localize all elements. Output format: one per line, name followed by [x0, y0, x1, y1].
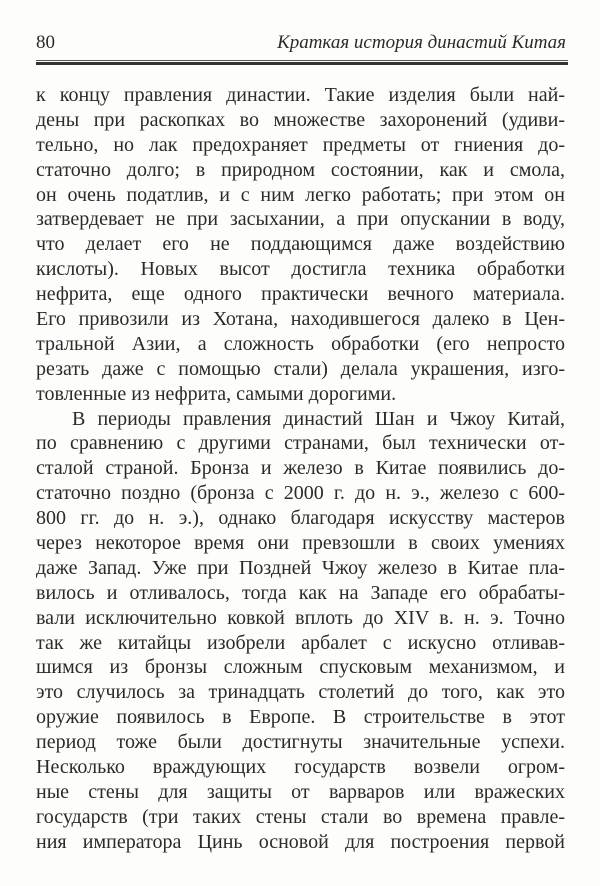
text-line: В периоды правления династий Шан и Чжоу Китай, — [72, 407, 565, 430]
header-rule-thick — [36, 62, 568, 65]
text-line: даже Запад. Уже при Поздней Чжоу железо в Китае пла- — [36, 556, 565, 579]
text-line: 800 гг. до н. э.), однако благодаря искусству мастеров — [36, 507, 565, 530]
text-line: вилось и отливалось, тогда как на Западе его обрабаты- — [36, 581, 565, 604]
text-line: вали исключительно ковкой вплоть до XIV в. н. э. Точно — [36, 606, 565, 629]
text-line: ния императора Цинь основой для построения первой — [36, 830, 565, 853]
text-line: он очень податлив, и с ним легко работать; при этом он — [36, 183, 565, 206]
running-title: Краткая история династий Китая — [277, 32, 566, 53]
text-line: резать даже с помощью стали) делала украшения, изго- — [36, 357, 565, 380]
text-line: Его привозили из Хотана, находившегося далеко в Цен- — [36, 308, 565, 331]
text-line: нефрита, еще одного практически вечного материала. — [36, 283, 565, 306]
text-line: через некоторое время они превзошли в своих умениях — [36, 532, 565, 555]
text-line: статочно долго; в природном состоянии, как и смола, — [36, 158, 565, 181]
text-line: шимся из бронзы сложным спусковым механизмом, и — [36, 656, 565, 679]
text-line: затвердевает не при засыхании, а при опускании в воду, — [36, 208, 565, 231]
page-number: 80 — [36, 32, 55, 53]
text-line: ные стены для защиты от варваров или вражеских — [36, 780, 565, 803]
text-line: тральной Азии, а сложность обработки (его непросто — [36, 332, 565, 355]
text-line: по сравнению с другими странами, был технически от- — [36, 432, 565, 455]
text-line: что делает его не поддающимся даже воздействию — [36, 233, 565, 256]
text-line: так же китайцы изобрели арбалет с искусно отливав- — [36, 631, 565, 654]
header-rule-thin — [36, 60, 568, 61]
text-line: государств (три таких стены стали во времена правле- — [36, 805, 565, 828]
text-line: кислоты). Новых высот достигла техника обработки — [36, 258, 565, 281]
text-line: к концу правления династии. Такие изделия были най- — [36, 84, 565, 106]
text-line: статочно поздно (бронза с 2000 г. до н. э., железо с 600- — [36, 482, 565, 505]
text-line: это случилось за тринадцать столетий до того, как это — [36, 681, 565, 704]
text-line: дены при раскопках во множестве захоронений (удиви- — [36, 108, 565, 131]
text-line: оружие появилось в Европе. В строительстве в этот — [36, 706, 565, 729]
body-text — [36, 83, 565, 855]
text-line: сталой страной. Бронза и железо в Китае появились до- — [36, 457, 565, 480]
text-line: период тоже были достигнуты значительные успехи. — [36, 731, 565, 754]
running-header — [36, 30, 566, 58]
text-line: тельно, но лак предохраняет предметы от гниения до- — [36, 133, 565, 156]
text-line: товленные из нефрита, самыми дорогими. — [36, 382, 397, 405]
text-line: Несколько враждующих государств возвели огром- — [36, 756, 565, 779]
